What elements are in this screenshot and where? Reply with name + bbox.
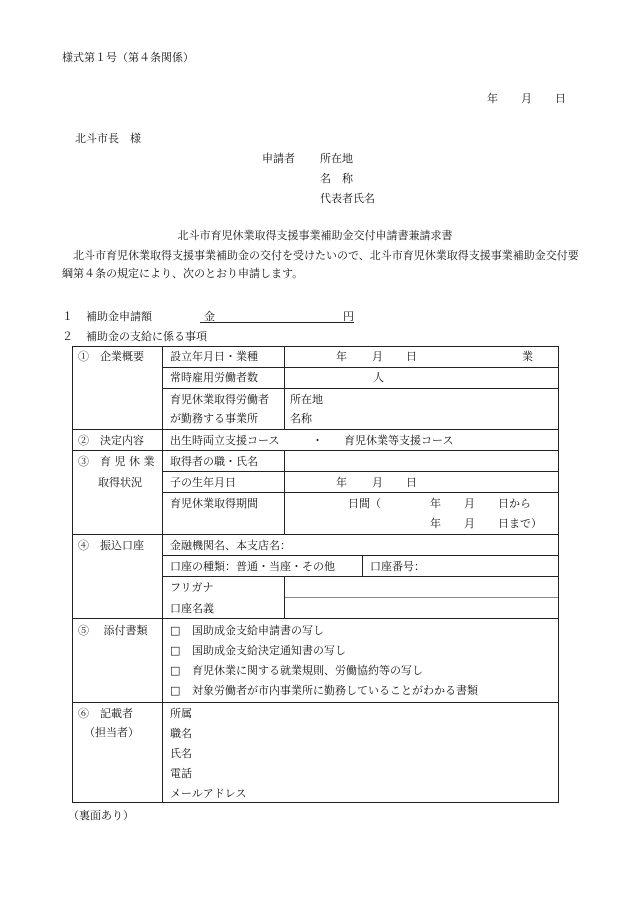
applicant-name-row bbox=[262, 173, 353, 184]
section1-number: １ bbox=[62, 310, 73, 323]
leave-period-label: 育児休業取得期間 bbox=[170, 497, 258, 510]
date-day: 日 bbox=[555, 92, 566, 105]
child-birth-label: 子の生年月日 bbox=[170, 476, 236, 489]
child-birth-year: 年 bbox=[336, 476, 347, 489]
row-divider bbox=[162, 555, 559, 556]
applicant-rep-row bbox=[262, 193, 375, 204]
date-year: 年 bbox=[487, 92, 498, 105]
section1-heading bbox=[62, 311, 178, 322]
decision-option-1: 出生時両立支援コース bbox=[170, 434, 280, 447]
form-number: 様式第１号（第４条関係） bbox=[62, 51, 194, 64]
reverse-side-note: （裏面あり） bbox=[68, 809, 134, 822]
contact-heading-line2: （担当者） bbox=[84, 726, 139, 739]
date-line bbox=[487, 93, 566, 104]
industry-suffix: 業 bbox=[522, 350, 533, 363]
row-divider bbox=[162, 492, 559, 493]
intro-paragraph: 北斗市育児休業取得支援事業補助金の交付を受けたいので、北斗市育児休業取得支援事業補助金交付要綱第４条の規定により、次のとおり申請します。 bbox=[62, 249, 579, 280]
contact-heading-line1: ⑥ 記載者 bbox=[78, 707, 133, 720]
decision-option-2: 育児休業等支援コース bbox=[344, 434, 454, 447]
row-divider bbox=[72, 429, 559, 430]
established-day: 日 bbox=[406, 350, 417, 363]
leave-heading-line2: 取得状況 bbox=[98, 476, 142, 489]
section1-label: 補助金申請額 bbox=[86, 310, 152, 323]
column-divider bbox=[284, 346, 285, 429]
row-divider bbox=[72, 450, 559, 451]
contact-field-title: 職名 bbox=[170, 727, 192, 740]
attachments-heading: ⑤ 添付書類 bbox=[78, 624, 148, 637]
office-label-line1: 育児休業取得労働者 bbox=[170, 393, 269, 406]
bank-institution-label: 金融機関名、本支店名： bbox=[170, 539, 291, 552]
leave-from-day: 日から bbox=[498, 497, 531, 510]
contact-field-name: 氏名 bbox=[170, 747, 192, 760]
contact-field-email: メールアドレス bbox=[170, 787, 247, 800]
section2-label: 補助金の支給に係る事項 bbox=[86, 330, 207, 343]
table-border-top bbox=[72, 346, 559, 347]
bank-heading: ④ 振込口座 bbox=[78, 539, 144, 552]
subsidy-details-table bbox=[72, 346, 559, 803]
decision-heading: ② 決定内容 bbox=[78, 434, 144, 447]
table-border-bottom bbox=[72, 802, 559, 803]
row-divider bbox=[162, 471, 559, 472]
furigana-label: フリガナ bbox=[170, 581, 214, 594]
table-border-right bbox=[558, 346, 559, 803]
column-divider bbox=[162, 346, 163, 803]
leave-from-year: 年 bbox=[430, 497, 441, 510]
section2-number: ２ bbox=[62, 330, 73, 343]
attachment-checkbox-2[interactable]: □ 国助成金支給決定通知書の写し bbox=[170, 645, 346, 656]
row-divider bbox=[162, 388, 559, 389]
column-divider bbox=[284, 450, 285, 534]
row-divider bbox=[284, 597, 559, 598]
overview-heading: ① 企業概要 bbox=[78, 350, 144, 363]
document-title: 北斗市育児休業取得支援事業補助金交付申請書兼請求書 bbox=[177, 229, 453, 242]
decision-separator: ・ bbox=[312, 434, 323, 447]
established-year: 年 bbox=[336, 350, 347, 363]
taker-label: 取得者の職・氏名 bbox=[170, 455, 258, 468]
office-address-label: 所在地 bbox=[290, 393, 323, 406]
row-divider bbox=[72, 702, 559, 703]
table-border-left bbox=[72, 346, 73, 803]
leave-to-month: 月 bbox=[464, 517, 475, 530]
date-month: 月 bbox=[521, 92, 532, 105]
employees-label: 常時雇用労働者数 bbox=[170, 371, 258, 384]
child-birth-day: 日 bbox=[406, 476, 417, 489]
applicant-name-label: 名 称 bbox=[320, 172, 353, 185]
attachment-checkbox-1[interactable]: □ 国助成金支給申請書の写し bbox=[170, 625, 324, 636]
attachment-checkbox-3[interactable]: □ 育児休業に関する就業規則、労働協約等の写し bbox=[170, 665, 423, 676]
account-holder-label: 口座名義 bbox=[170, 602, 214, 615]
office-name-label: 名称 bbox=[290, 412, 312, 425]
row-divider bbox=[72, 534, 559, 535]
applicant-label: 申請者 bbox=[262, 152, 295, 165]
attachment-checkbox-4[interactable]: □ 対象労働者が市内事業所に勤務していることがわかる書類 bbox=[170, 685, 478, 696]
column-divider bbox=[362, 555, 363, 576]
amount-prefix: 金 bbox=[204, 310, 215, 323]
applicant-representative-label: 代表者氏名 bbox=[320, 192, 375, 205]
leave-period-days: 日間（ bbox=[348, 497, 381, 510]
column-divider bbox=[284, 576, 285, 618]
section2-heading bbox=[62, 331, 207, 342]
leave-heading-line1: ③ 育 児 休 業 bbox=[78, 455, 155, 468]
established-label: 設立年月日・業種 bbox=[170, 350, 258, 363]
contact-field-phone: 電話 bbox=[170, 767, 192, 780]
leave-from-month: 月 bbox=[464, 497, 475, 510]
account-type-label: 口座の種類：普通・当座・その他 bbox=[170, 560, 335, 573]
row-divider bbox=[162, 576, 559, 577]
established-month: 月 bbox=[372, 350, 383, 363]
recipient: 北斗市長 様 bbox=[75, 132, 141, 145]
row-divider bbox=[72, 618, 559, 619]
account-number-label: 口座番号： bbox=[370, 560, 425, 573]
contact-field-department: 所属 bbox=[170, 707, 192, 720]
applicant-address-label: 所在地 bbox=[320, 152, 353, 165]
office-label-line2: が勤務する事業所 bbox=[170, 412, 258, 425]
leave-to-year: 年 bbox=[430, 517, 441, 530]
amount-field[interactable] bbox=[200, 322, 354, 323]
amount-suffix: 円 bbox=[343, 310, 354, 323]
leave-to-day: 日まで） bbox=[498, 517, 542, 530]
applicant-address-row bbox=[262, 153, 353, 164]
employees-unit: 人 bbox=[373, 371, 384, 384]
child-birth-month: 月 bbox=[372, 476, 383, 489]
row-divider bbox=[162, 367, 559, 368]
